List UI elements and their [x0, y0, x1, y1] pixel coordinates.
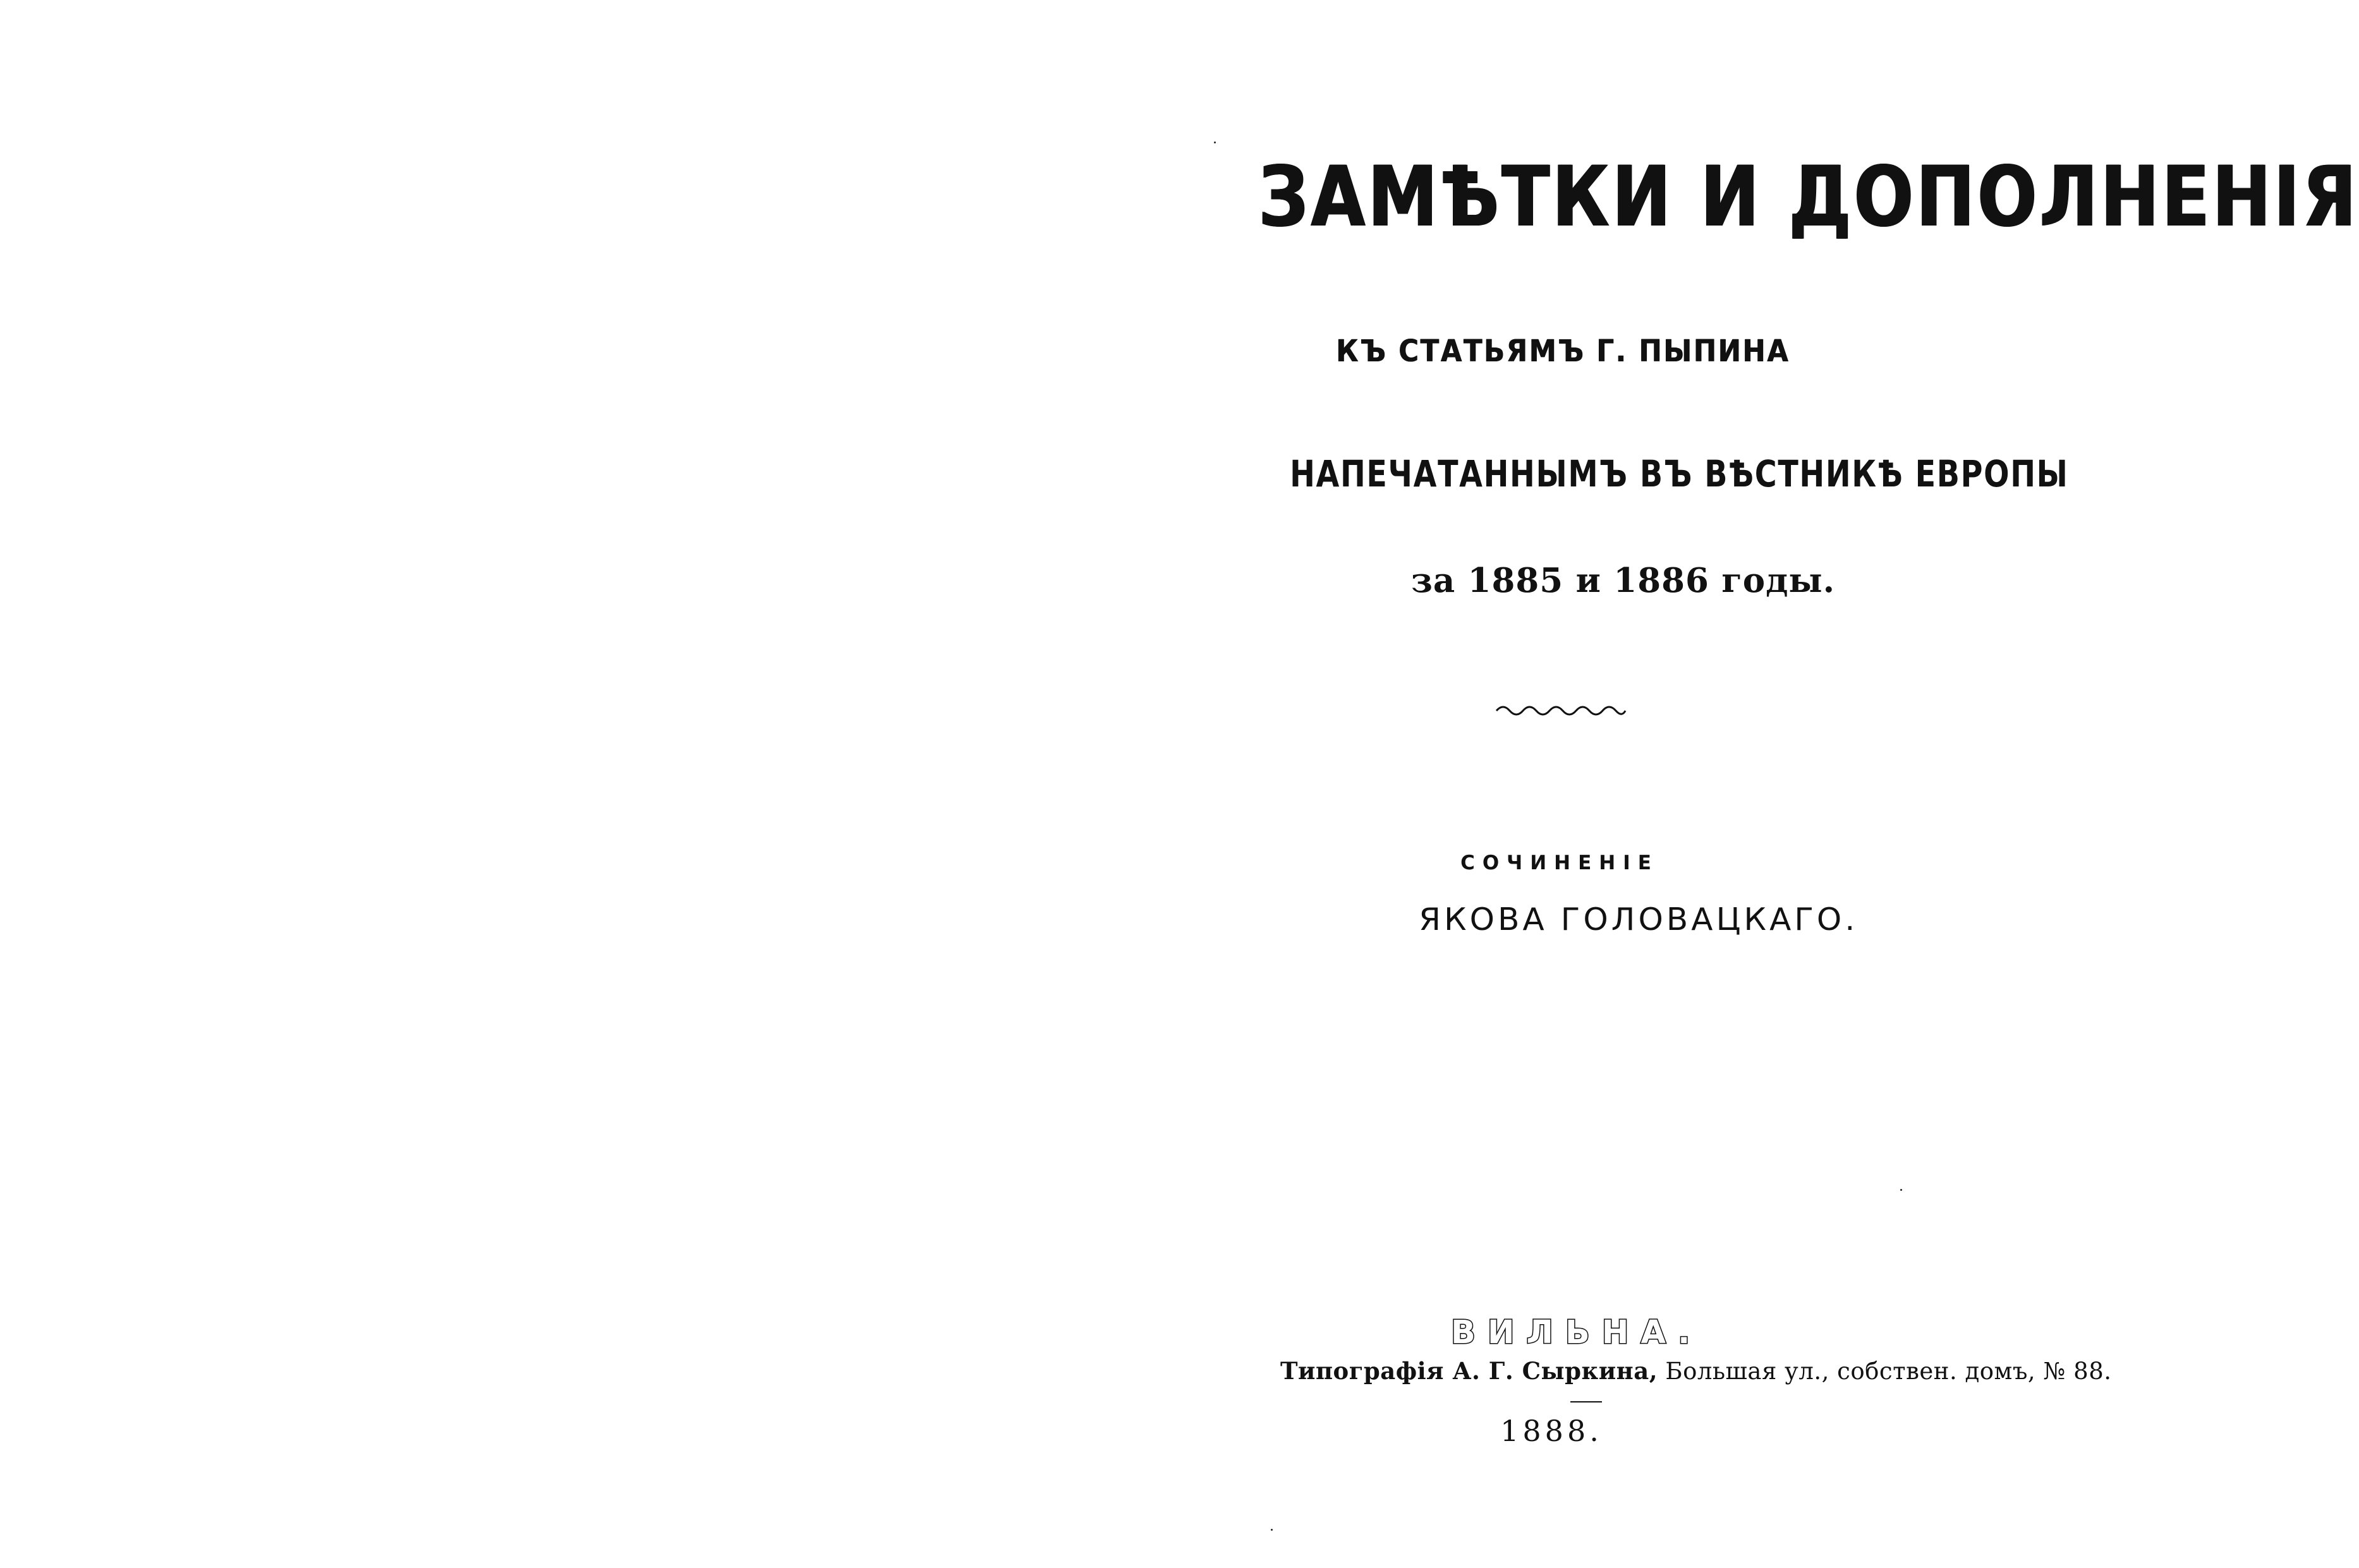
print-speck — [1271, 1529, 1273, 1531]
wavy-ornament — [1495, 704, 1627, 718]
title-page — [1109, 0, 2359, 1568]
work-label: СОЧИНЕНІЕ — [1460, 852, 1659, 874]
printer-name: Типографія А. Г. Сыркина, — [1280, 1357, 1658, 1385]
publication-year: 1888. — [1500, 1414, 1603, 1448]
blank-left-page — [0, 0, 1109, 1568]
book-title: ЗАМѢТКИ И ДОПОЛНЕНІЯ — [1258, 148, 2359, 246]
publication-years: за 1885 и 1886 годы. — [1411, 561, 1836, 600]
author-name: ЯКОВА ГОЛОВАЦКАГО. — [1419, 902, 1859, 938]
year-divider — [1570, 1401, 1602, 1402]
publication-source: НАПЕЧАТАННЫМЪ ВЪ ВѢСТНИКѢ ЕВРОПЫ — [1290, 452, 2069, 495]
print-speck — [1214, 142, 1216, 143]
print-speck — [1900, 1189, 1902, 1191]
printer-line — [1280, 1357, 2112, 1385]
publication-city: ВИЛЬНА. — [1451, 1314, 1702, 1351]
printer-address: Большая ул., собствен. домъ, № 88. — [1658, 1358, 2112, 1385]
book-subtitle: КЪ СТАТЬЯМЪ Г. ПЫПИНА — [1335, 334, 1790, 369]
